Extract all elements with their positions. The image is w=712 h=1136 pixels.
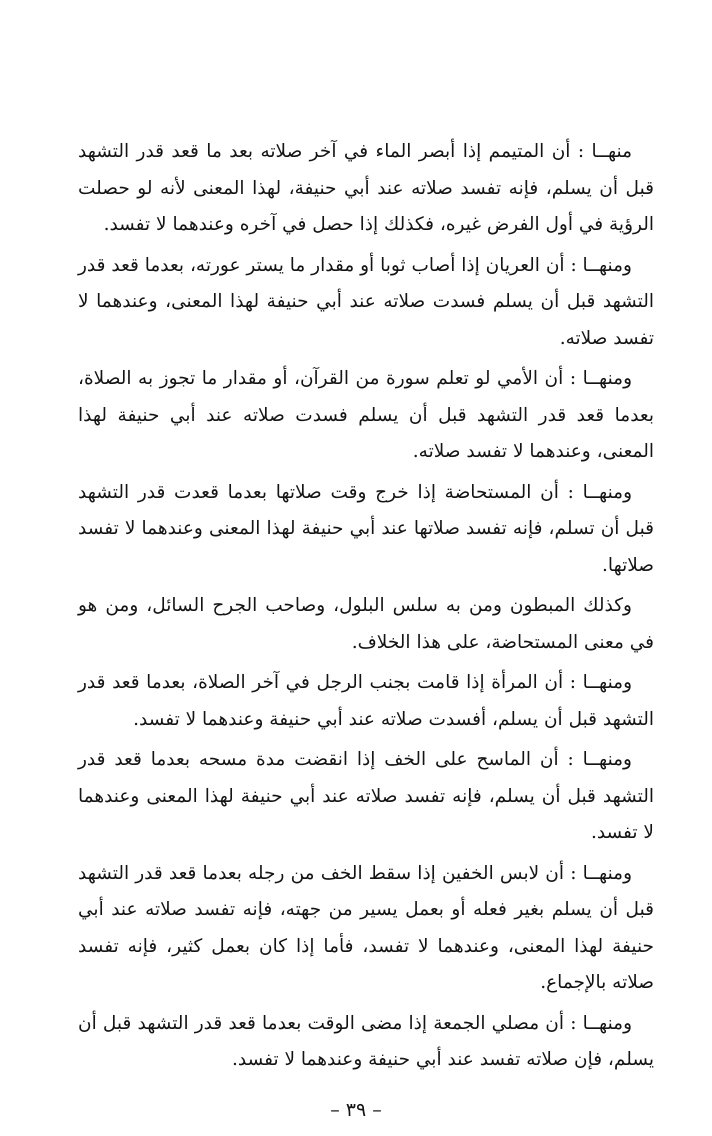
paragraph-lead: منهــا : [577, 141, 632, 162]
paragraph-7 [78, 742, 654, 852]
paragraph-text: أن الماسح على الخف إذا انقضت مدة مسحه بعدما قعد قدر التشهد قبل أن يسلم، فإنه تفسد صلاته عند أبي حنيفة لهذا المعنى وعندهما لا تفسد. [78, 749, 654, 843]
paragraph-6 [78, 665, 654, 738]
paragraph-lead: ومنهــا : [569, 368, 632, 389]
paragraph-8 [78, 856, 654, 1002]
paragraph-text: أن الأمي لو تعلم سورة من القرآن، أو مقدار ما تجوز به الصلاة، بعدما قعد قدر التشهد قبل أن يسلم فسدت صلاته عند أبي حنيفة لهذا المعنى، وعندهما لا تفسد صلاته. [78, 368, 654, 462]
paragraph-text: أن لابس الخفين إذا سقط الخف من رجله بعدما قعد قدر التشهد قبل أن يسلم بغير فعله أو بعمل يسير من جهته، فإنه تفسد صلاته عند أبي حنيفة لهذا المعنى، وعندهما لا تفسد، فأما إذا كان بعمل كثير، فإنه تفسد صلاته بالإجماع. [78, 862, 654, 993]
page-body [78, 134, 654, 1083]
paragraph-5 [78, 588, 654, 661]
paragraph-1 [78, 134, 654, 244]
paragraph-lead: ومنهــا : [567, 481, 633, 503]
paragraph-4 [78, 475, 654, 585]
paragraph-lead: ومنهــا : [570, 862, 633, 884]
paragraph-lead: ومنهــا : [570, 1012, 633, 1034]
paragraph-2 [78, 248, 654, 358]
paragraph-text: وكذلك المبطون ومن به سلس البلول، وصاحب الجرح السائل، ومن هو في معنى المستحاضة، على هذا الخلاف. [78, 595, 654, 653]
paragraph-lead: ومنهــا : [570, 254, 632, 276]
paragraph-text: أن العريان إذا أصاب ثوبا أو مقدار ما يستر عورته، بعدما قعد قدر التشهد قبل أن يسلم فسدت صلاته عند أبي حنيفة لهذا المعنى، وعندهما لا تفسد صلاته. [78, 254, 654, 349]
paragraph-lead: ومنهــا : [569, 672, 633, 693]
page-number: – ٣٩ – [330, 1099, 382, 1121]
paragraph-text: أن المرأة إذا قامت بجنب الرجل في آخر الصلاة، بعدما قعد قدر التشهد قبل أن يسلم، أفسدت صلاته عند أبي حنيفة وعندهما لا تفسد. [78, 672, 654, 730]
paragraph-text: أن المتيمم إذا أبصر الماء في آخر صلاته بعد ما قعد قدر التشهد قبل أن يسلم، فإنه تفسد صلاته عند أبي حنيفة، لهذا المعنى لأنه لو حصلت الرؤية في أول الفرض غيره، فكذلك إذا حصل في آخره وعندهما لا تفسد. [78, 141, 654, 235]
paragraph-text: أن المستحاضة إذا خرج وقت صلاتها بعدما قعدت قدر التشهد قبل أن تسلم، فإنه تفسد صلاتها عند أبي حنيفة لهذا المعنى وعندهما لا تفسد صلاتها. [78, 481, 654, 576]
paragraph-3 [78, 361, 654, 471]
paragraph-lead: ومنهــا : [567, 749, 632, 770]
paragraph-text: أن مصلي الجمعة إذا مضى الوقت بعدما قعد قدر التشهد قبل أن يسلم، فإن صلاته تفسد عند أبي حنيفة وعندهما لا تفسد. [78, 1012, 654, 1070]
paragraph-9 [78, 1006, 654, 1079]
